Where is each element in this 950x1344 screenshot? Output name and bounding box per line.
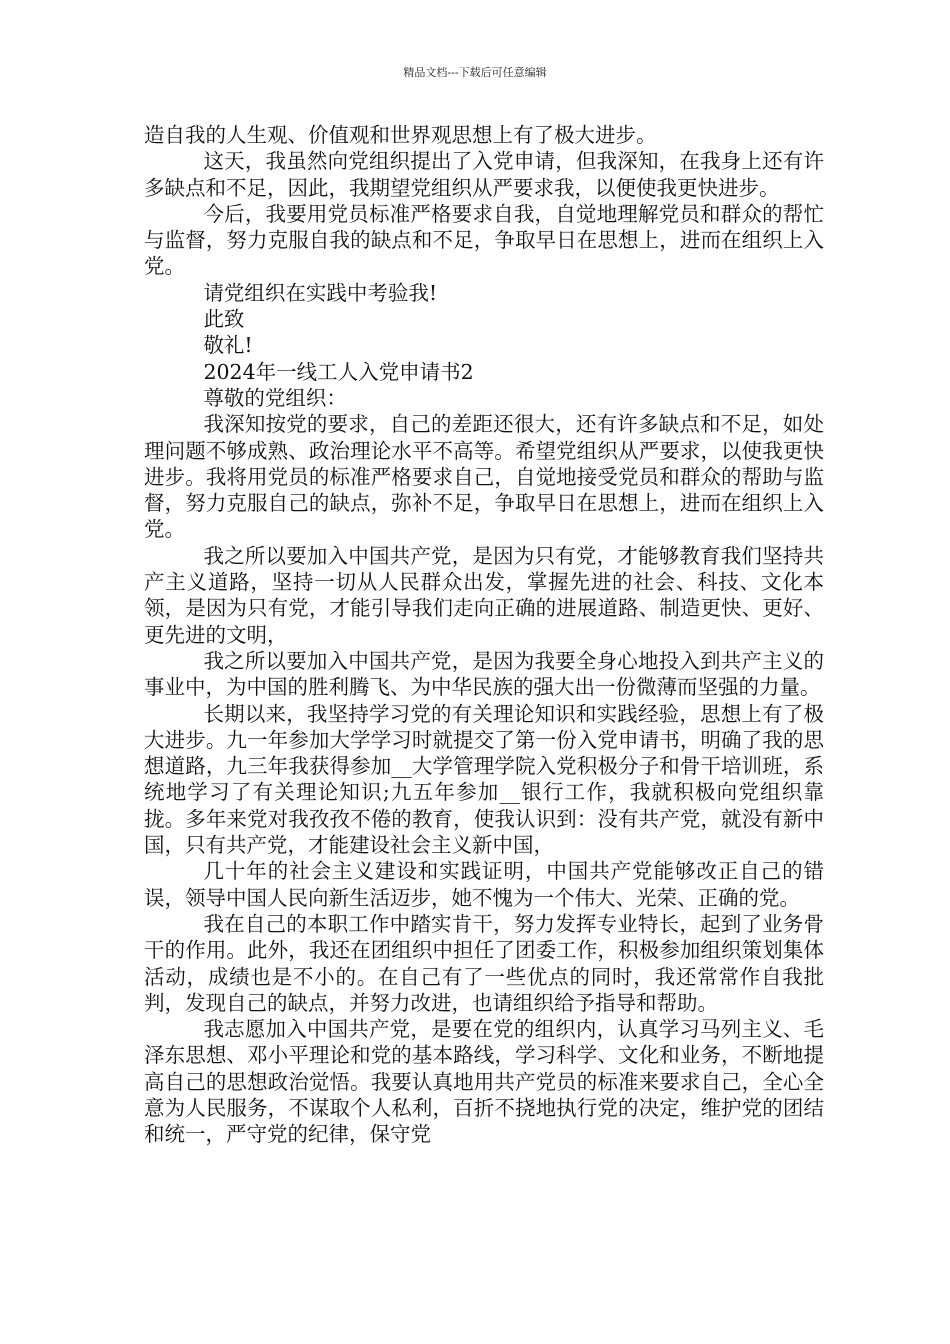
paragraph: 今后，我要用党员标准严格要求自我，自觉地理解党员和群众的帮忙与监督，努力克服自我的缺点和不足，争取早日在思想上，进而在组织上入党。 bbox=[144, 201, 824, 279]
paragraph: 我志愿加入中国共产党，是要在党的组织内，认真学习马列主义、毛泽东思想、邓小平理论和党的基本路线，学习科学、文化和业务，不断地提高自己的思想政治觉悟。我要认真地用共产党员的标准来要求自己，全心全意为人民服务，不谋取个人私利，百折不挠地执行党的决定，维护党的团结和统一，严守党的纪律，保守党 bbox=[144, 1017, 824, 1147]
section-title: 2024年一线工人入党申请书2 bbox=[203, 359, 474, 384]
salutation: 尊敬的党组织： bbox=[203, 385, 347, 410]
paragraph: 请党组织在实践中考验我! bbox=[203, 280, 438, 305]
page-header: 精品文档---下载后可任意编辑 bbox=[403, 66, 547, 79]
paragraph: 这天，我虽然向党组织提出了入党申请，但我深知，在我身上还有许多缺点和不足，因此，我期望党组织从严要求我，以便使我更快进步。 bbox=[144, 149, 824, 200]
paragraph: 我深知按党的要求，自己的差距还很大，还有许多缺点和不足，如处理问题不够成熟、政治理论水平不高等。希望党组织从严要求，以使我更快进步。我将用党员的标准严格要求自己，自觉地接受党员和群众的帮助与监督，努力克服自己的缺点，弥补不足，争取早日在思想上，进而在组织上入党。 bbox=[144, 412, 824, 542]
paragraph: 我之所以要加入中国共产党，是因为只有党，才能够教育我们坚持共产主义道路，坚持一切从人民群众出发，掌握先进的社会、科技、文化本领，是因为只有党，才能引导我们走向正确的进展道路、制造更快、更好、更先进的文明， bbox=[144, 543, 824, 647]
salutation-closing: 敬礼! bbox=[203, 333, 253, 358]
paragraph: 我之所以要加入中国共产党，是因为我要全身心地投入到共产主义的事业中，为中国的胜利腾飞、为中华民族的强大出一份微薄而坚强的力量。 bbox=[144, 648, 824, 700]
paragraph: 长期以来，我坚持学习党的有关理论知识和实践经验，思想上有了极大进步。九一年参加大学学习时就提交了第一份入党申请书，明确了我的思想道路，九三年我获得参加__大学管理学院入党积极分子和骨干培训班，系统地学习了有关理论知识;九五年参加__银行工作，我就积极向党组织靠拢。多年来党对我孜孜不倦的教育，使我认识到：没有共产党，就没有新中国，只有共产党，才能建设社会主义新中国， bbox=[144, 701, 824, 858]
paragraph: 我在自己的本职工作中踏实肯干，努力发挥专业特长，起到了业务骨干的作用。此外，我还在团组织中担任了团委工作，积极参加组织策划集体活动，成绩也是不小的。在自己有了一些优点的同时，我还常常作自我批判，发现自己的缺点，并努力改进，也请组织给予指导和帮助。 bbox=[144, 911, 824, 1015]
document-body bbox=[144, 122, 824, 1148]
paragraph: 造自我的人生观、价值观和世界观思想上有了极大进步。 bbox=[144, 123, 657, 147]
paragraph: 几十年的社会主义建设和实践证明，中国共产党能够改正自己的错误，领导中国人民向新生活迈步，她不愧为一个伟大、光荣、正确的党。 bbox=[144, 859, 824, 910]
salutation-closing: 此致 bbox=[203, 307, 245, 332]
